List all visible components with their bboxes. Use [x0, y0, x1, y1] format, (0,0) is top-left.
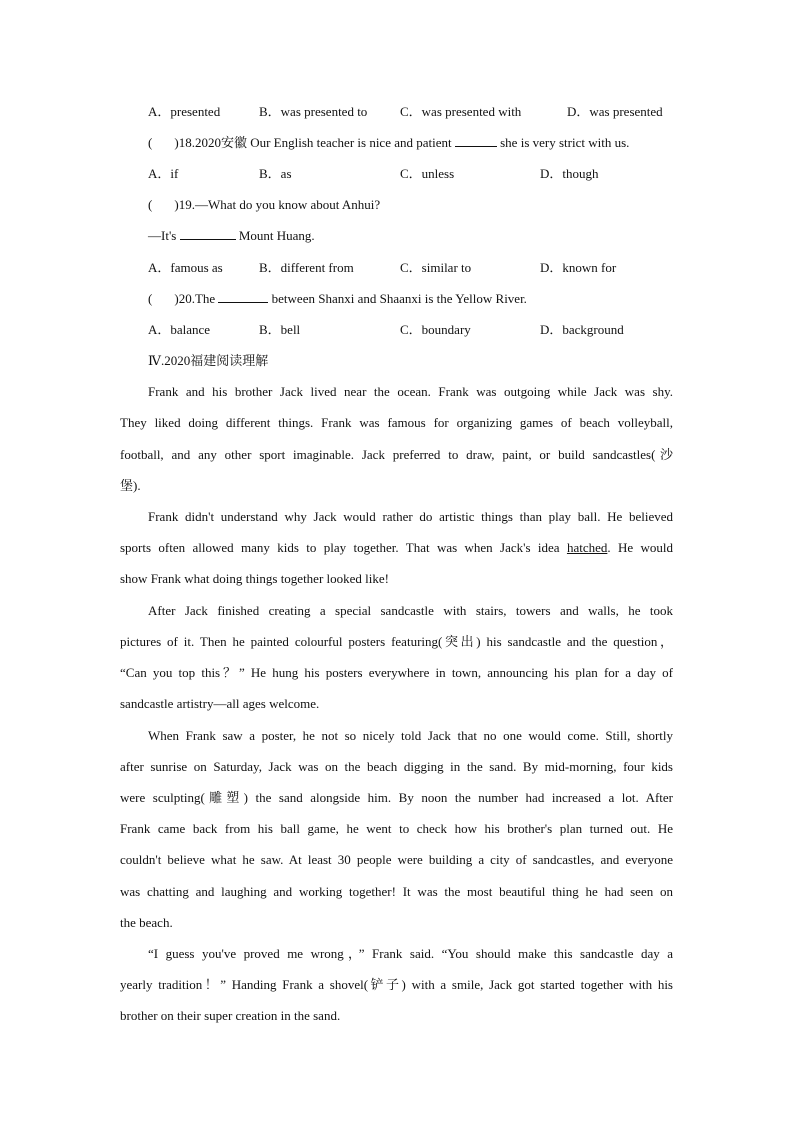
answer-paren-open: ( — [148, 291, 153, 306]
q18-option-c: C．unless — [400, 166, 455, 181]
passage-p4-line-6: was chatting and laughing and working together! It was the most beautiful thing he had seen on — [120, 884, 673, 899]
question-20-text-before: 20.The — [178, 291, 216, 306]
passage-p4-line-7: the beach. — [120, 915, 173, 930]
q17-option-b: B．was presented to — [259, 104, 368, 119]
question-18 — [148, 134, 629, 152]
answer-paren-close: ) — [174, 197, 179, 212]
passage-p1-line-2: They liked doing different things. Frank was famous for organizing games of beach volleyball, — [120, 415, 673, 430]
question-19-answer-before: —It's — [148, 228, 177, 243]
question-18-text-before: 18.2020安徽 Our English teacher is nice and patient — [178, 135, 452, 150]
answer-paren-close: ) — [174, 291, 179, 306]
passage-p3-line-2: pictures of it. Then he painted colourful posters featuring(突出) his sandcastle and the question， — [120, 634, 673, 649]
underlined-word-hatched: hatched — [566, 540, 608, 555]
passage-p1-line-1: Frank and his brother Jack lived near the ocean. Frank was outgoing while Jack was shy. — [148, 384, 673, 399]
passage-p2-line-2 — [120, 539, 673, 557]
passage-p2-line-1: Frank didn't understand why Jack would rather do artistic things than play ball. He believed — [148, 509, 673, 524]
q18-option-b: B．as — [259, 166, 292, 181]
answer-paren-open: ( — [148, 197, 153, 212]
question-19 — [148, 196, 380, 214]
passage-p2-line-2-start: sports often allowed many kids to play together. That was when Jack's idea — [120, 540, 560, 555]
blank-20[interactable] — [218, 290, 268, 303]
blank-18[interactable] — [455, 134, 497, 147]
q20-option-c: C．boundary — [400, 322, 471, 337]
passage-p3-line-4: sandcastle artistry—all ages welcome. — [120, 696, 320, 711]
q19-option-c: C．similar to — [400, 260, 472, 275]
section-heading: Ⅳ.2020福建阅读理解 — [148, 353, 269, 368]
passage-p3-line-1: After Jack finished creating a special sandcastle with stairs, towers and walls, he took — [148, 603, 673, 618]
question-20 — [148, 290, 527, 308]
question-20-text-after: between Shanxi and Shaanxi is the Yellow River. — [271, 291, 527, 306]
q17-option-a: A．presented — [148, 104, 221, 119]
q19-option-d: D．known for — [540, 260, 617, 275]
passage-p4-line-2: after sunrise on Saturday, Jack was on the beach digging in the sand. By mid-morning, four kids — [120, 759, 673, 774]
q17-option-d: D．was presented — [567, 104, 663, 119]
answer-paren-close: ) — [174, 135, 179, 150]
passage-p4-line-1: When Frank saw a poster, he not so nicely told Jack that no one would come. Still, shortly — [148, 728, 673, 743]
q20-option-d: D．background — [540, 322, 624, 337]
passage-p1-line-4: 堡). — [120, 478, 141, 493]
q17-option-c: C．was presented with — [400, 104, 522, 119]
passage-p2-line-2-end: . He would — [607, 540, 673, 555]
q19-option-b: B．different from — [259, 260, 354, 275]
answer-paren-open: ( — [148, 135, 153, 150]
passage-p3-line-3: “Can you top this？” He hung his posters everywhere in town, announcing his plan for a day of — [120, 665, 673, 680]
question-19-answer-after: Mount Huang. — [238, 228, 315, 243]
question-18-text-after: she is very strict with us. — [500, 135, 630, 150]
passage-p4-line-3: were sculpting(雕塑) the sand alongside him. By noon the number had increased a lot. After — [120, 790, 673, 805]
q18-option-a: A．if — [148, 166, 179, 181]
q18-option-d: D．though — [540, 166, 599, 181]
passage-p2-line-3: show Frank what doing things together looked like! — [120, 571, 389, 586]
passage-p5-line-3: brother on their super creation in the sand. — [120, 1008, 341, 1023]
passage-p4-line-5: couldn't believe what he saw. At least 30 people were building a city of sandcastles, and everyone — [120, 852, 673, 867]
blank-19[interactable] — [180, 227, 236, 240]
q19-option-a: A．famous as — [148, 260, 223, 275]
question-19-text: 19.—What do you know about Anhui? — [178, 197, 381, 212]
passage-p5-line-1: “I guess you've proved me wrong，” Frank said. “You should make this sandcastle day a — [148, 946, 673, 961]
question-19-response — [148, 227, 315, 245]
passage-p4-line-4: Frank came back from his ball game, he went to check how his brother's plan turned out. He — [120, 821, 673, 836]
passage-p1-line-3: football, and any other sport imaginable. Jack preferred to draw, paint, or build sandcastles(沙 — [120, 447, 673, 462]
q20-option-a: A．balance — [148, 322, 211, 337]
q20-option-b: B．bell — [259, 322, 301, 337]
passage-p5-line-2: yearly tradition！” Handing Frank a shovel(铲子) with a smile, Jack got started together with his — [120, 977, 673, 992]
